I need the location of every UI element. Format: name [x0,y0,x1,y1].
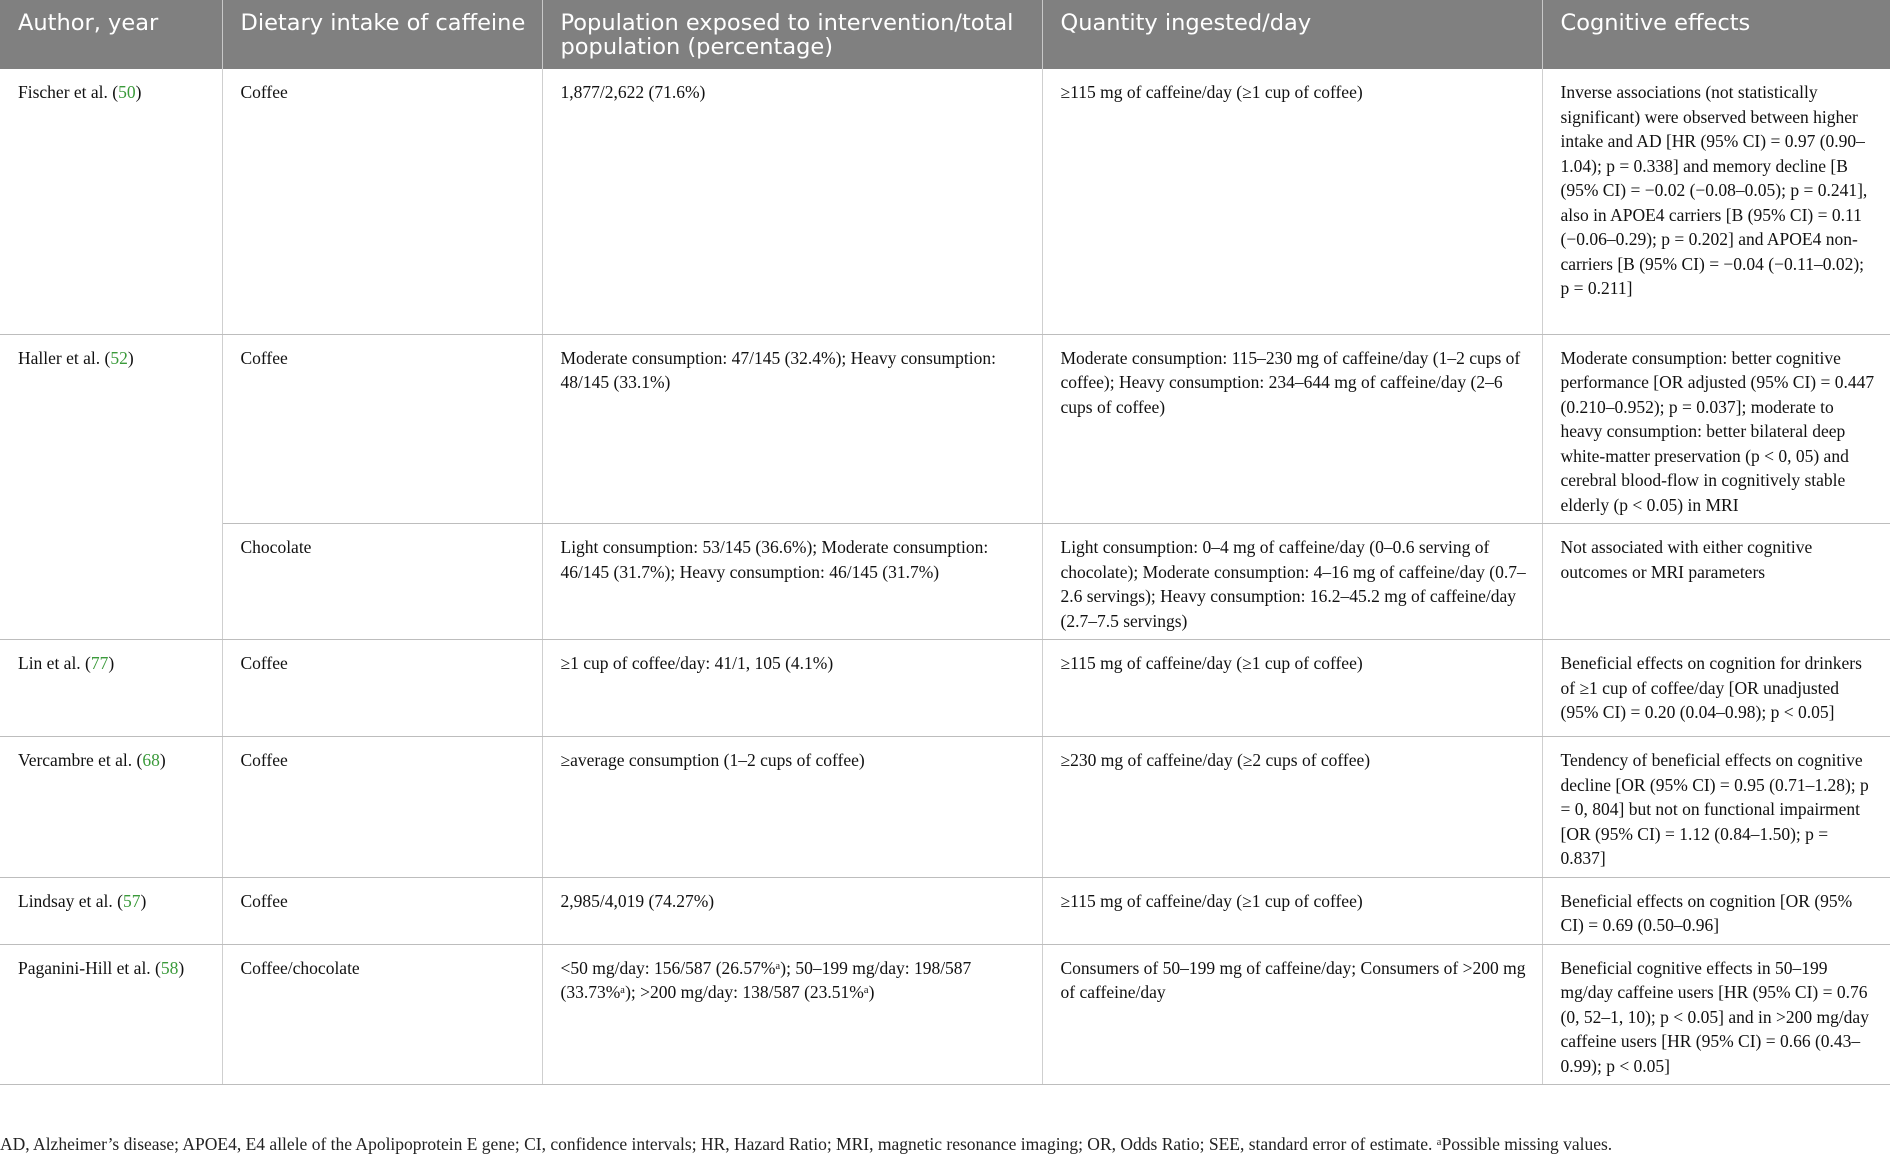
intake-cell: Coffee [222,69,542,334]
header-effects: Cognitive effects [1542,0,1890,69]
intake-cell: Coffee/chocolate [222,944,542,1085]
author-cell: Haller et al. (52) [0,334,222,640]
intake-cell: Coffee [222,640,542,737]
table-row [0,737,1890,878]
effects-cell: Beneficial effects on cognition for drinkers of ≥1 cup of coffee/day [OR unadjusted (95% CI) = 0.20 (0.04–0.98); p < 0.05] [1542,640,1890,737]
effects-cell: Inverse associations (not statistically significant) were observed between higher intake and AD [HR (95% CI) = 0.97 (0.90–1.04); p = 0.338] and memory decline [B (95% CI) = −0.02 (−0.08–0.05); p = 0.241], also in APOE4 carriers [B (95% CI) = 0.11 (−0.06–0.29); p = 0.202] and APOE4 non-carriers [B (95% CI) = −0.04 (−0.11–0.02); p = 0.211] [1542,69,1890,334]
population-cell: ≥1 cup of coffee/day: 41/1, 105 (4.1%) [542,640,1042,737]
quantity-cell: Moderate consumption: 115–230 mg of caffeine/day (1–2 cups of coffee); Heavy consumption: 234–644 mg of caffeine/day (2–6 cups of coffee) [1042,334,1542,524]
header-intake: Dietary intake of caffeine [222,0,542,69]
population-cell: 2,985/4,019 (74.27%) [542,877,1042,944]
effects-cell: Not associated with either cognitive outcomes or MRI parameters [1542,524,1890,640]
reference-link[interactable]: 50 [118,82,136,102]
effects-cell: Moderate consumption: better cognitive performance [OR adjusted (95% CI) = 0.447 (0.210–0.952); p = 0.037]; moderate to heavy consumption: better bilateral deep white-matter preservation (p < 0, 05) and cerebral blood-flow in cognitively stable elderly (p < 0.05) in MRI [1542,334,1890,524]
effects-cell: Tendency of beneficial effects on cognitive decline [OR (95% CI) = 0.95 (0.71–1.28); p = 0, 804] but not on functional impairment [OR (95% CI) = 1.12 (0.84–1.50); p = 0.837] [1542,737,1890,878]
author-cell: Lin et al. (77) [0,640,222,737]
quantity-cell: ≥230 mg of caffeine/day (≥2 cups of coffee) [1042,737,1542,878]
table-row [0,524,1890,640]
reference-link[interactable]: 58 [160,957,179,978]
header-population: Population exposed to intervention/total population (percentage) [542,0,1042,69]
author-cell: Vercambre et al. (68) [0,737,222,878]
population-cell: <50 mg/day: 156/587 (26.57%ᵃ); 50–199 mg/day: 198/587 (33.73%ᵃ); >200 mg/day: 138/587 (23.51%ᵃ) [542,944,1042,1085]
reference-link[interactable]: 77 [90,653,109,673]
population-cell: Moderate consumption: 47/145 (32.4%); Heavy consumption: 48/145 (33.1%) [542,334,1042,524]
table-row [0,640,1890,737]
intake-cell: Coffee [222,877,542,944]
quantity-cell: Consumers of 50–199 mg of caffeine/day; Consumers of >200 mg of caffeine/day [1042,944,1542,1085]
effects-cell: Beneficial cognitive effects in 50–199 mg/day caffeine users [HR (95% CI) = 0.76 (0, 52–1, 10); p < 0.05] and in >200 mg/day caffeine users [HR (95% CI) = 0.66 (0.43–0.99); p < 0.05] [1542,944,1890,1085]
intake-cell: Chocolate [222,524,542,640]
population-cell: 1,877/2,622 (71.6%) [542,69,1042,334]
intake-cell: Coffee [222,737,542,878]
quantity-cell: ≥115 mg of caffeine/day (≥1 cup of coffee) [1042,640,1542,737]
author-cell: Paganini-Hill et al. (58) [0,944,222,1085]
intake-cell: Coffee [222,334,542,524]
table-row [0,877,1890,944]
author-cell: Lindsay et al. (57) [0,877,222,944]
effects-cell: Beneficial effects on cognition [OR (95% CI) = 0.69 (0.50–0.96] [1542,877,1890,944]
quantity-cell: ≥115 mg of caffeine/day (≥1 cup of coffee) [1042,877,1542,944]
header-row [0,0,1890,69]
author-cell: Fischer et al. (50) [0,69,222,334]
reference-link[interactable]: 68 [142,750,160,770]
table-row [0,334,1890,524]
table-row [0,944,1890,1085]
header-author: Author, year [0,0,222,69]
population-cell: Light consumption: 53/145 (36.6%); Moderate consumption: 46/145 (31.7%); Heavy consumption: 46/145 (31.7%) [542,524,1042,640]
table-row [0,69,1890,334]
reference-link[interactable]: 57 [122,890,141,911]
table-footnote: AD, Alzheimer’s disease; APOE4, E4 allele of the Apolipoprotein E gene; CI, confidence intervals; HR, Hazard Ratio; MRI, magnetic resonance imaging; OR, Odds Ratio; SEE, standard error of estimate. ᵃPossible missing values. [0,1134,1613,1154]
quantity-cell: ≥115 mg of caffeine/day (≥1 cup of coffee) [1042,69,1542,334]
quantity-cell: Light consumption: 0–4 mg of caffeine/day (0–0.6 serving of chocolate); Moderate consumption: 4–16 mg of caffeine/day (0.7–2.6 servings); Heavy consumption: 16.2–45.2 mg of caffeine/day (2.7–7.5 servings) [1042,524,1542,640]
header-quantity: Quantity ingested/day [1042,0,1542,69]
reference-link[interactable]: 52 [110,347,128,368]
population-cell: ≥average consumption (1–2 cups of coffee) [542,737,1042,878]
